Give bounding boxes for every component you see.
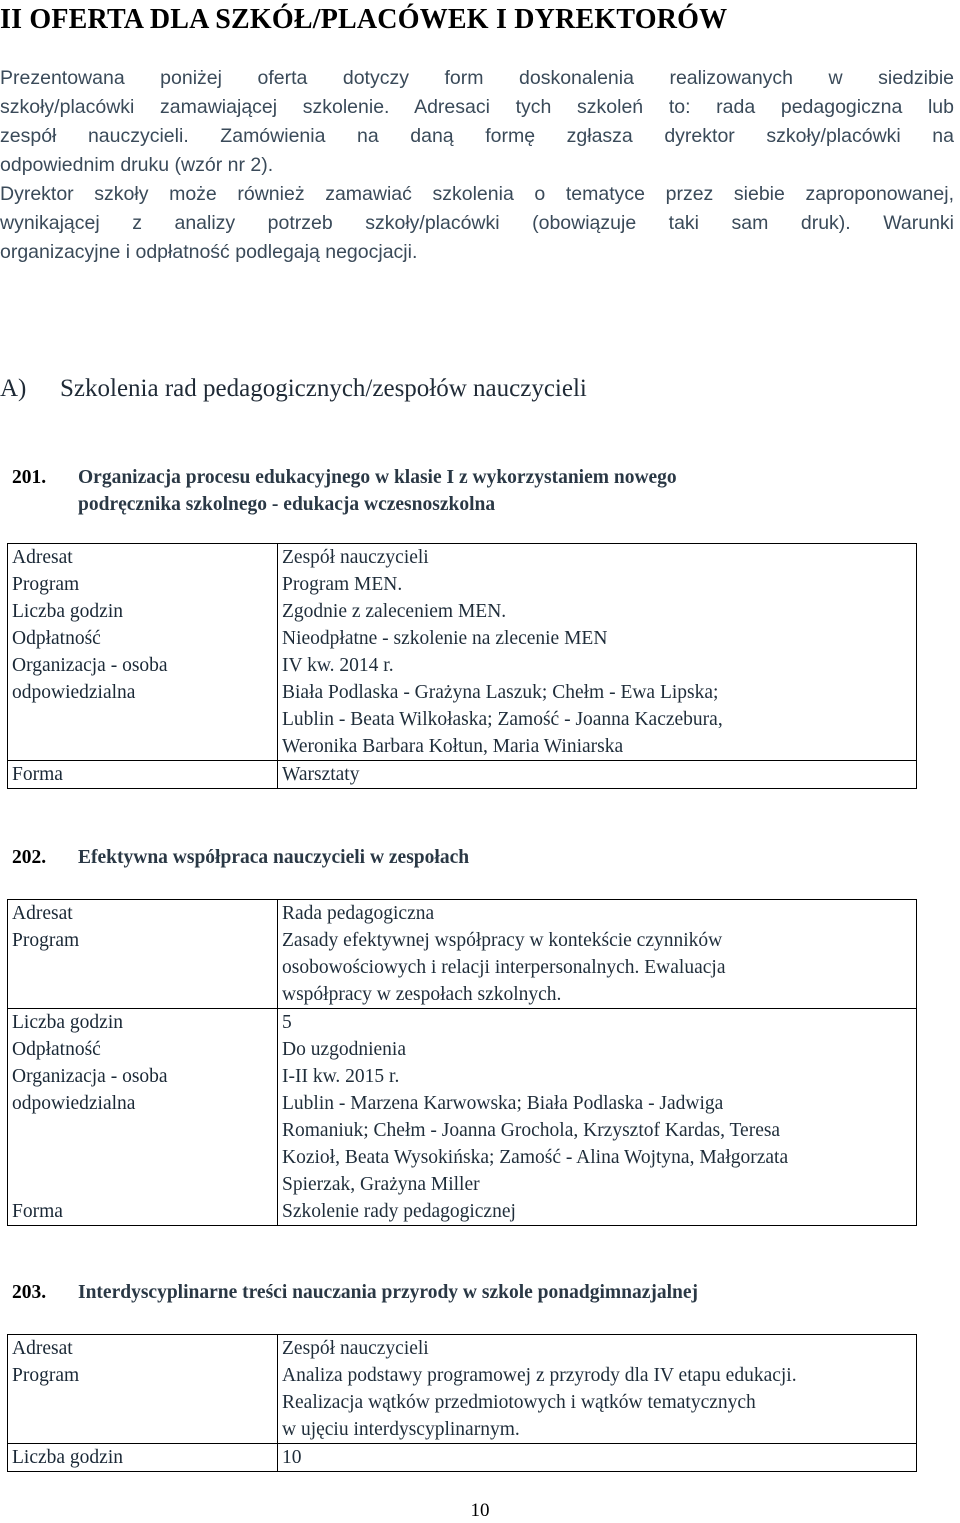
intro-line: odpowiednim druku (wzór nr 2). xyxy=(0,154,274,176)
label-adresat: Adresat xyxy=(8,900,278,928)
organizacja-line: Weronika Barbara Kołtun, Maria Winiarska xyxy=(282,736,624,757)
course-table xyxy=(7,1334,917,1472)
row-liczba-godzin xyxy=(8,598,917,625)
section-letter: A) xyxy=(0,375,27,402)
intro-line: Dyrektor szkoły może również zamawiać szkolenia o tematyce przez siebie zaproponowanej, xyxy=(0,183,954,205)
row-program xyxy=(8,1362,917,1444)
row-liczba-godzin xyxy=(8,1009,917,1037)
section-title-text: Szkolenia rad pedagogicznych/zespołów nauczycieli xyxy=(60,375,587,402)
program-line: w ujęciu interdyscyplinarnym. xyxy=(282,1419,520,1440)
intro-line: Prezentowana poniżej oferta dotyczy form doskonalenia realizowanych w siedzibie xyxy=(0,67,954,89)
row-odplatnosc xyxy=(8,625,917,652)
course-table xyxy=(7,543,917,789)
organizacja-line: Spierzak, Grażyna Miller xyxy=(282,1174,480,1195)
program-line: Program MEN. xyxy=(282,574,403,595)
row-adresat xyxy=(8,544,917,572)
value-odplatnosc: Do uzgodnienia xyxy=(278,1036,917,1063)
course-title xyxy=(12,1279,698,1306)
row-odplatnosc xyxy=(8,1036,917,1063)
value-liczba-godzin: Zgodnie z zaleceniem MEN. xyxy=(278,598,917,625)
label-adresat: Adresat xyxy=(8,1335,278,1363)
label-liczba-godzin: Liczba godzin xyxy=(8,1444,278,1472)
organizacja-line: Lublin - Beata Wilkołaska; Zamość - Joanna Kaczebura, xyxy=(282,709,723,730)
label-organizacja xyxy=(8,652,278,761)
course-title-line: Interdyscyplinarne treści nauczania przyrody w szkole ponadgimnazjalnej xyxy=(78,1282,699,1303)
program-line: Zasady efektywnej współpracy w kontekście czynników xyxy=(282,930,723,951)
label-forma: Forma xyxy=(8,761,278,789)
value-liczba-godzin: 10 xyxy=(278,1444,917,1472)
organizacja-line: Kozioł, Beata Wysokińska; Zamość - Alina Wojtyna, Małgorzata xyxy=(282,1147,789,1168)
program-line: Analiza podstawy programowej z przyrody dla IV etapu edukacji. xyxy=(282,1365,797,1386)
row-adresat xyxy=(8,1335,917,1363)
row-program xyxy=(8,571,917,598)
course-number: 202. xyxy=(12,847,47,868)
organizacja-line: Biała Podlaska - Grażyna Laszuk; Chełm - Ewa Lipska; xyxy=(282,682,719,703)
value-program xyxy=(278,1362,917,1444)
value-forma: Warsztaty xyxy=(278,761,917,789)
value-program xyxy=(278,571,917,598)
label-program: Program xyxy=(8,571,278,598)
course-number: 201. xyxy=(12,467,47,488)
label-organizacja-line: odpowiedzialna xyxy=(12,682,136,703)
organizacja-line: IV kw. 2014 r. xyxy=(282,655,394,676)
label-organizacja-line: Organizacja - osoba xyxy=(12,655,168,676)
value-forma: Szkolenie rady pedagogicznej xyxy=(278,1198,917,1226)
row-organizacja xyxy=(8,652,917,761)
label-liczba-godzin: Liczba godzin xyxy=(8,1009,278,1037)
organizacja-line: Lublin - Marzena Karwowska; Biała Podlaska - Jadwiga xyxy=(282,1093,724,1114)
course-title-line: podręcznika szkolnego - edukacja wczesnoszkolna xyxy=(78,494,496,515)
value-odplatnosc: Nieodpłatne - szkolenie na zlecenie MEN xyxy=(278,625,917,652)
program-line: Realizacja wątków przedmiotowych i wątków tematycznych xyxy=(282,1392,756,1413)
row-program xyxy=(8,927,917,1009)
label-program: Program xyxy=(8,927,278,1009)
row-forma xyxy=(8,761,917,789)
course-title xyxy=(12,464,677,518)
value-adresat: Zespół nauczycieli xyxy=(278,1335,917,1363)
value-program xyxy=(278,927,917,1009)
organizacja-line: I-II kw. 2015 r. xyxy=(282,1066,400,1087)
intro-line: wynikającej z analizy potrzeb szkoły/placówki (obowiązuje taki sam druk). Warunki xyxy=(0,212,954,234)
intro-paragraph xyxy=(0,64,954,267)
program-line: osobowościowych i relacji interpersonalnych. Ewaluacja xyxy=(282,957,726,978)
row-forma xyxy=(8,1198,917,1226)
course-table xyxy=(7,899,917,1226)
value-organizacja xyxy=(278,1063,917,1198)
row-organizacja xyxy=(8,1063,917,1198)
label-odplatnosc: Odpłatność xyxy=(8,625,278,652)
intro-line: zespół nauczycieli. Zamówienia na daną formę zgłasza dyrektor szkoły/placówki na xyxy=(0,125,954,147)
label-odplatnosc: Odpłatność xyxy=(8,1036,278,1063)
value-liczba-godzin: 5 xyxy=(278,1009,917,1037)
program-line: współpracy w zespołach szkolnych. xyxy=(282,984,562,1005)
organizacja-line: Romaniuk; Chełm - Joanna Grochola, Krzysztof Kardas, Teresa xyxy=(282,1120,781,1141)
course-title-line: Efektywna współpraca nauczycieli w zespołach xyxy=(78,847,470,868)
label-organizacja xyxy=(8,1063,278,1198)
section-title xyxy=(0,375,587,403)
value-adresat: Rada pedagogiczna xyxy=(278,900,917,928)
label-liczba-godzin: Liczba godzin xyxy=(8,598,278,625)
course-title-line: Organizacja procesu edukacyjnego w klasie I z wykorzystaniem nowego xyxy=(78,467,677,488)
label-organizacja-line: odpowiedzialna xyxy=(12,1093,136,1114)
page-title: II OFERTA DLA SZKÓŁ/PLACÓWEK I DYREKTORÓW xyxy=(0,4,728,35)
value-adresat: Zespół nauczycieli xyxy=(278,544,917,572)
label-organizacja-line: Organizacja - osoba xyxy=(12,1066,168,1087)
intro-line: szkoły/placówki zamawiającej szkolenie. Adresaci tych szkoleń to: rada pedagogiczna lub xyxy=(0,96,954,118)
value-organizacja xyxy=(278,652,917,761)
label-adresat: Adresat xyxy=(8,544,278,572)
intro-line: organizacyjne i odpłatność podlegają negocjacji. xyxy=(0,241,418,263)
label-program: Program xyxy=(8,1362,278,1444)
course-number: 203. xyxy=(12,1282,47,1303)
row-adresat xyxy=(8,900,917,928)
page-number: 10 xyxy=(470,1500,490,1521)
course-title xyxy=(12,844,469,871)
row-liczba-godzin xyxy=(8,1444,917,1472)
label-forma: Forma xyxy=(8,1198,278,1226)
